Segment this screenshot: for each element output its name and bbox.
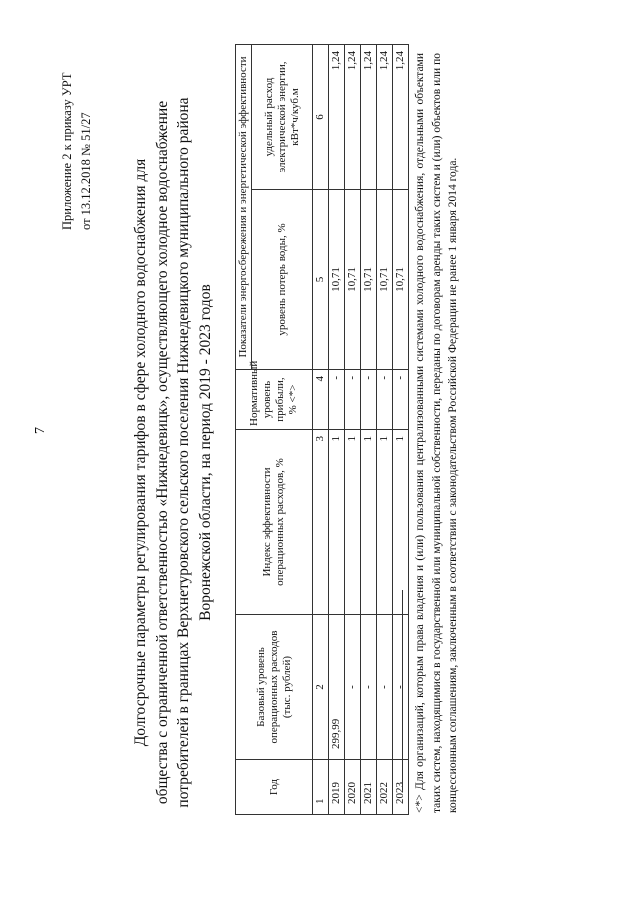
cell-year: 2019 [329, 760, 345, 815]
column-number: 6 [313, 44, 329, 189]
cell-electricity: 1,24 [345, 44, 361, 189]
title-line-2: общества с ограниченной ответственностью «Нижнедевицк», осуществляющего холодное водоснабжение [153, 100, 171, 805]
title-line-4: Воронежской области, на период 2019 - 2023 годов [196, 284, 214, 621]
header-water-loss: уровень потерь воды, % [252, 190, 313, 370]
title-line-3: потребителей в границах Верхнетуровского сельского поселения Нижнедевицкого муниципального района [175, 97, 192, 808]
header-normative-profit: Нормативный уровень прибыли, % <*> [236, 370, 313, 430]
appendix-line-1: Приложение 2 к приказу УРТ [60, 72, 74, 230]
table-row [393, 44, 409, 814]
cell-year: 2021 [361, 760, 377, 815]
cell-normative-profit: - [377, 370, 393, 430]
cell-electricity: 1,24 [329, 44, 345, 189]
cell-normative-profit: - [329, 370, 345, 430]
cell-year: 2023 [393, 760, 409, 815]
cell-water-loss: 10,71 [345, 190, 361, 370]
header-efficiency-index: Индекс эффективности операционных расходов, % [236, 430, 313, 615]
cell-water-loss: 10,71 [377, 190, 393, 370]
cell-efficiency-index: 1 [345, 430, 361, 615]
column-number: 4 [313, 370, 329, 430]
cell-year: 2020 [345, 760, 361, 815]
cell-year: 2022 [377, 760, 393, 815]
cell-electricity: 1,24 [377, 44, 393, 189]
cell-water-loss: 10,71 [329, 190, 345, 370]
cell-base-level: - [377, 615, 393, 760]
cell-water-loss: 10,71 [361, 190, 377, 370]
cell-efficiency-index: 1 [361, 430, 377, 615]
page-number: 7 [33, 427, 48, 434]
footnote-separator [402, 590, 403, 790]
cell-electricity: 1,24 [393, 44, 409, 189]
table-row [377, 44, 393, 814]
cell-base-level: - [393, 615, 409, 760]
cell-efficiency-index: 1 [329, 430, 345, 615]
table-row [329, 44, 345, 814]
column-number: 1 [313, 760, 329, 815]
header-electricity: удельный расход электрической энергии, кВт*ч/куб.м [252, 44, 313, 189]
cell-efficiency-index: 1 [377, 430, 393, 615]
table-row [345, 44, 361, 814]
header-energy-group: Показатели энергосбережения и энергетической эффективности [236, 44, 252, 369]
cell-normative-profit: - [361, 370, 377, 430]
tariff-parameters-table [235, 44, 409, 815]
table-row [361, 44, 377, 814]
title-line-1: Долгосрочные параметры регулирования тарифов в сфере холодного водоснабжения для [132, 158, 149, 747]
column-number: 3 [313, 430, 329, 615]
header-year: Год [236, 760, 313, 815]
header-base-level: Базовый уровень операционных расходов (тыс. рублей) [236, 615, 313, 760]
column-number-row [313, 44, 329, 814]
cell-base-level: 299,99 [329, 615, 345, 760]
document-title [130, 40, 216, 865]
column-number: 5 [313, 190, 329, 370]
footnote-text: <*> Для организаций, которым права владения и (или) пользования централизованными системами холодного водоснабжения, отдельными объектами таких систем, находящимися в государственной или муниципальной собственности, переданы по договорам аренды таких систем и (или) объектов или по концессионным соглашениям, заключенным в соответствии с законодательством Российской Федерации не ранее 1 января 2014 года. [414, 53, 459, 813]
cell-normative-profit: - [345, 370, 361, 430]
appendix-reference [58, 50, 96, 230]
cell-water-loss: 10,71 [393, 190, 409, 370]
appendix-line-2: от 13.12.2018 № 51/27 [79, 112, 93, 230]
table-header-row [236, 44, 252, 814]
cell-base-level: - [361, 615, 377, 760]
cell-efficiency-index: 1 [393, 430, 409, 615]
cell-normative-profit: - [393, 370, 409, 430]
column-number: 2 [313, 615, 329, 760]
cell-electricity: 1,24 [361, 44, 377, 189]
cell-base-level: - [345, 615, 361, 760]
